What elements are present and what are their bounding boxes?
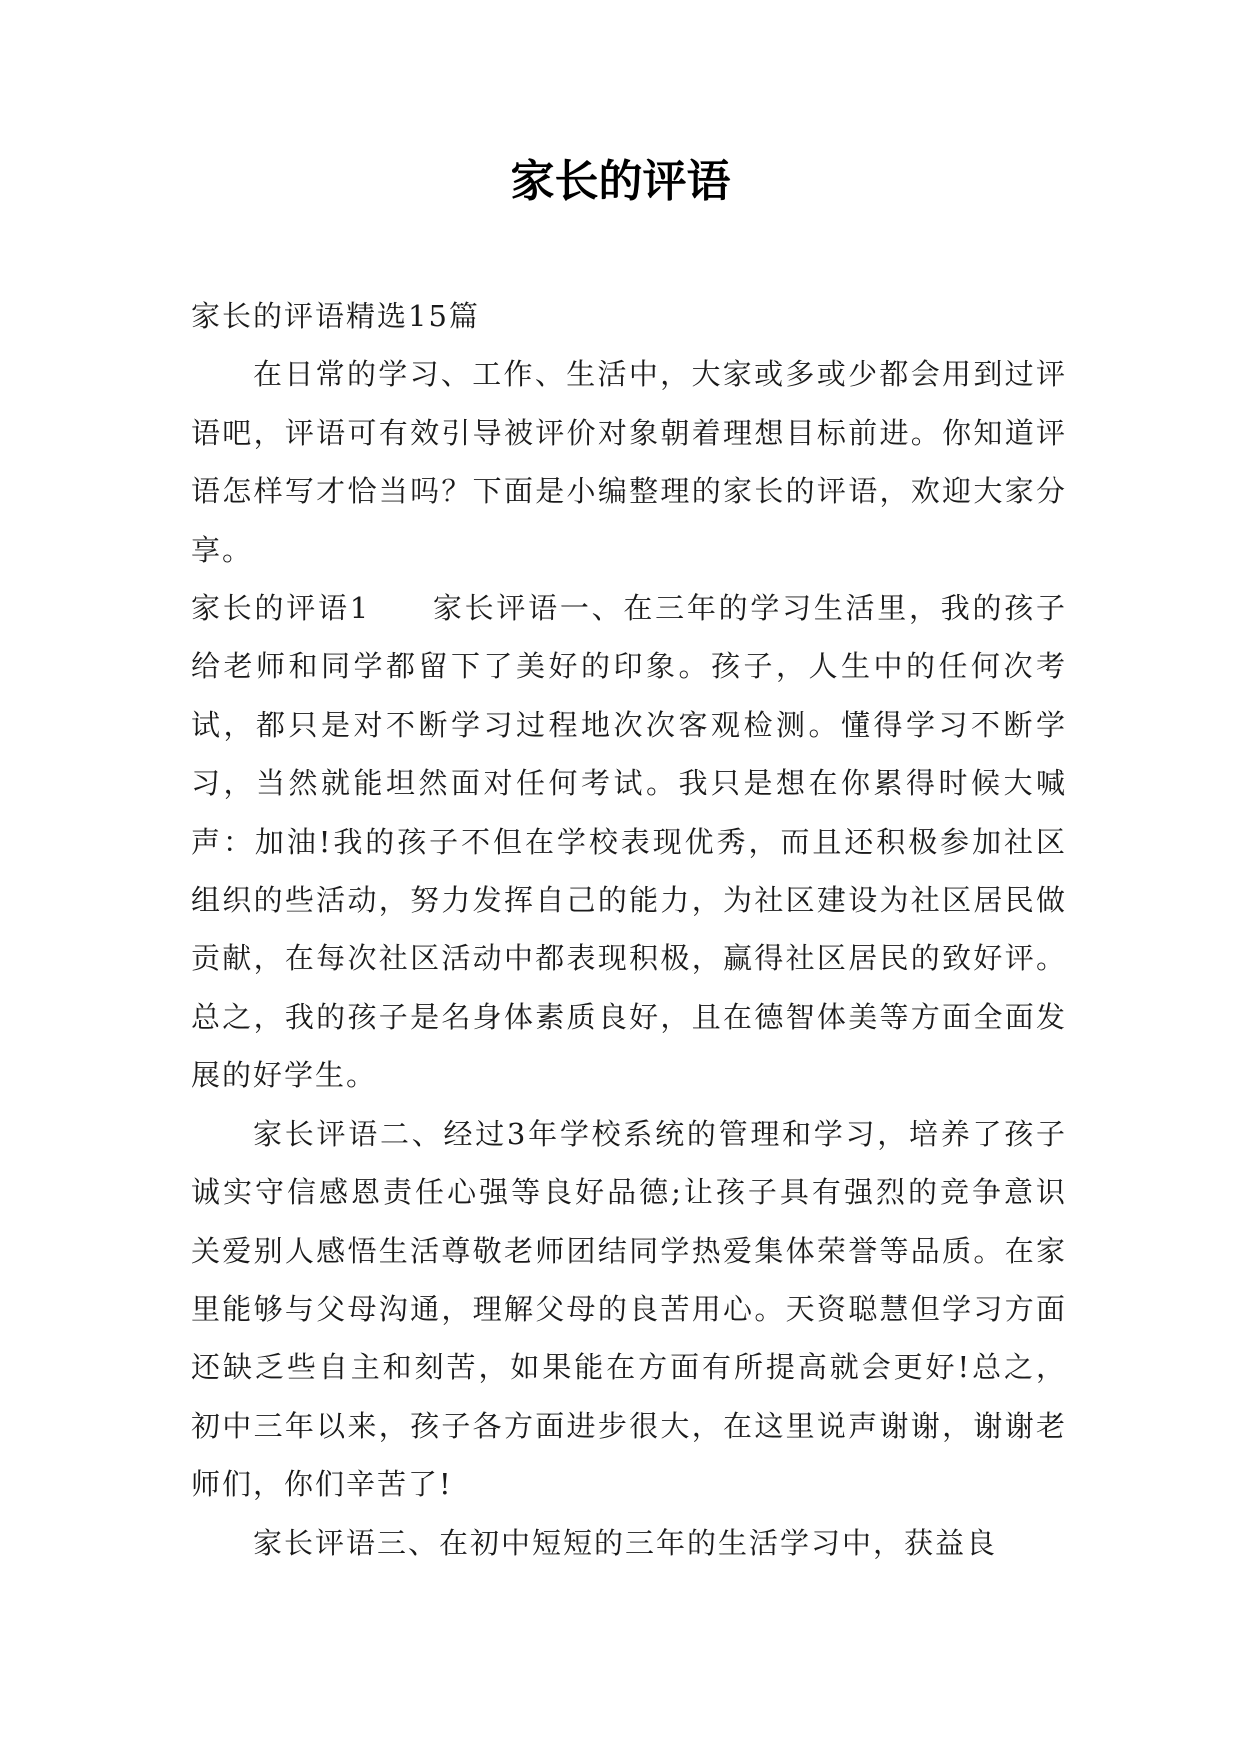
section1-paragraph: [191, 579, 1067, 1105]
document-title: 家长的评语: [510, 156, 731, 207]
section1-heading: 家长的评语1: [191, 591, 371, 626]
paragraph-1: 家长评语一、在三年的学习生活里，我的孩子给老师和同学都留下了美好的印象。孩子，人生中的任何次考试，都只是对不断学习过程地次次客观检测。懂得学习不断学习，当然就能坦然面对任何考试。我只是想在你累得时候大喊声：加油!我的孩子不但在学校表现优秀，而且还积极参加社区组织的些活动，努力发挥自己的能力，为社区建设为社区居民做贡献，在每次社区活动中都表现积极，赢得社区居民的致好评。总之，我的孩子是名身体素质良好，且在德智体美等方面全面发展的好学生。: [191, 591, 1067, 1093]
intro-paragraph: 在日常的学习、工作、生活中，大家或多或少都会用到过评语吧，评语可有效引导被评价对象朝着理想目标前进。你知道评语怎样写才恰当吗？下面是小编整理的家长的评语，欢迎大家分享。: [191, 357, 1067, 567]
document-subtitle: 家长的评语精选15篇: [191, 299, 480, 333]
paragraph-3: 家长评语三、在初中短短的三年的生活学习中，获益良: [253, 1525, 998, 1560]
document-body: [191, 287, 1067, 1572]
paragraph-2: 家长评语二、经过3年学校系统的管理和学习，培养了孩子诚实守信感恩责任心强等良好品德;让孩子具有强烈的竞争意识关爱别人感悟生活尊敬老师团结同学热爱集体荣誉等品质。在家里能够与父母沟通，理解父母的良苦用心。天资聪慧但学习方面还缺乏些自主和刻苦，如果能在方面有所提高就会更好!总之，初中三年以来，孩子各方面进步很大，在这里说声谢谢，谢谢老师们，你们辛苦了!: [191, 1116, 1067, 1502]
